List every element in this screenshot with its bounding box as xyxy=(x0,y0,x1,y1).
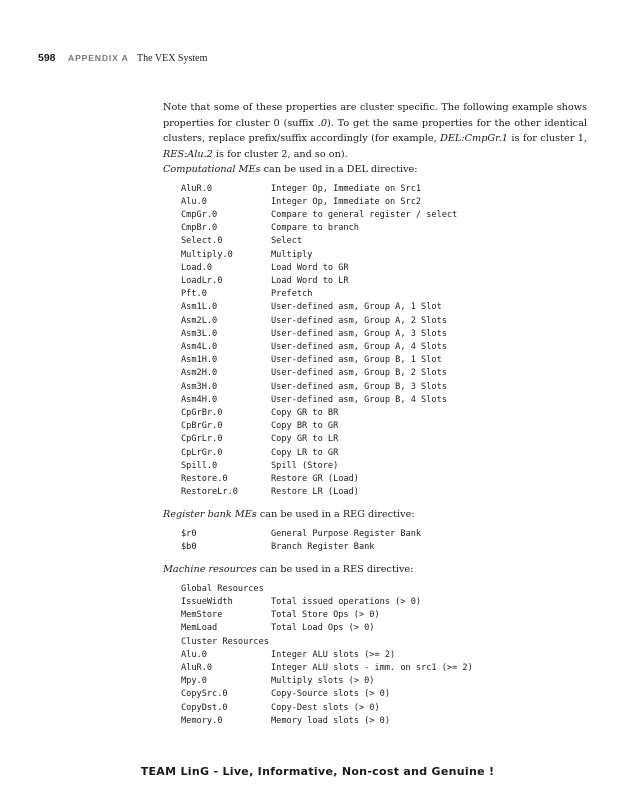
res-list xyxy=(181,583,587,728)
intro-example-2: RES:Alu.2 xyxy=(163,148,213,160)
res-lead xyxy=(163,562,587,578)
table-row xyxy=(181,433,587,446)
entry-description: Total Load Ops (> 0) xyxy=(271,623,375,634)
table-row xyxy=(181,354,587,367)
table-row xyxy=(181,328,587,341)
entry-description: Copy LR to GR xyxy=(271,447,339,458)
entry-name: CmpBr.0 xyxy=(181,223,218,234)
del-lead-rest: can be used in a DEL directive: xyxy=(260,164,418,175)
table-row xyxy=(181,288,587,301)
table-row xyxy=(181,541,587,554)
table-row xyxy=(181,622,587,635)
entry-name: Restore.0 xyxy=(181,473,228,484)
entry-name: Alu.0 xyxy=(181,196,207,207)
entry-name: CpLrGr.0 xyxy=(181,447,223,458)
table-row xyxy=(181,715,587,728)
entry-description: Multiply slots (> 0) xyxy=(271,676,375,687)
entry-name: Asm2H.0 xyxy=(181,368,218,379)
table-row xyxy=(181,407,587,420)
table-row xyxy=(181,275,587,288)
table-row xyxy=(181,528,587,541)
intro-text-4: is for cluster 2, and so on). xyxy=(212,148,348,160)
entry-name: Mpy.0 xyxy=(181,676,207,687)
table-row xyxy=(181,367,587,380)
entry-name: RestoreLr.0 xyxy=(181,487,238,498)
table-row xyxy=(181,460,587,473)
entry-description: User-defined asm, Group A, 2 Slots xyxy=(271,315,447,326)
table-row xyxy=(181,183,587,196)
table-row xyxy=(181,394,587,407)
table-row xyxy=(181,222,587,235)
entry-name: CpGrBr.0 xyxy=(181,407,223,418)
table-row xyxy=(181,649,587,662)
reg-lead xyxy=(163,507,587,523)
entry-name: CpBrGr.0 xyxy=(181,421,223,432)
entry-name: CopyDst.0 xyxy=(181,702,228,713)
table-row xyxy=(181,609,587,622)
appendix-label: APPENDIX A xyxy=(68,53,129,63)
table-row xyxy=(181,235,587,248)
entry-description: Memory load slots (> 0) xyxy=(271,715,390,726)
entry-description: User-defined asm, Group B, 1 Slot xyxy=(271,355,442,366)
entry-description: Compare to general register / select xyxy=(271,209,458,220)
entry-name: Asm2L.0 xyxy=(181,315,218,326)
entry-name: Multiply.0 xyxy=(181,249,233,260)
entry-description: Restore GR (Load) xyxy=(271,473,359,484)
table-row xyxy=(181,420,587,433)
entry-name: Asm3H.0 xyxy=(181,381,218,392)
reg-me-list xyxy=(181,528,587,554)
entry-description: User-defined asm, Group B, 4 Slots xyxy=(271,394,447,405)
entry-description: Total Store Ops (> 0) xyxy=(271,610,380,621)
entry-name: CopySrc.0 xyxy=(181,689,228,700)
reg-lead-em: Register bank MEs xyxy=(163,509,257,521)
entry-description: Spill (Store) xyxy=(271,460,339,471)
entry-name: CpGrLr.0 xyxy=(181,434,223,445)
entry-name: AluR.0 xyxy=(181,663,213,673)
del-me-list xyxy=(181,183,587,500)
intro-text-1: Note that some of these properties are cluster specific. The following example shows properties for cluster 0 (suffix xyxy=(163,102,587,129)
entry-name: Asm1L.0 xyxy=(181,302,218,313)
intro-paragraph xyxy=(163,100,587,162)
page-body xyxy=(163,100,587,736)
entry-name: Pft.0 xyxy=(181,289,207,300)
entry-description: User-defined asm, Group A, 4 Slots xyxy=(271,341,447,352)
table-row xyxy=(181,473,587,486)
entry-description: Integer ALU slots - imm. on src1 (>= 2) xyxy=(271,663,473,673)
entry-name: Asm1H.0 xyxy=(181,355,218,366)
entry-name: Load.0 xyxy=(181,262,213,273)
entry-description: User-defined asm, Group B, 2 Slots xyxy=(271,368,447,379)
entry-description: General Purpose Register Bank xyxy=(271,528,422,539)
table-row xyxy=(181,688,587,701)
reg-lead-rest: can be used in a REG directive: xyxy=(256,509,415,521)
entry-name: LoadLr.0 xyxy=(181,275,223,286)
header-title: The VEX System xyxy=(137,53,208,64)
entry-description: Multiply xyxy=(271,249,313,260)
intro-text-3: is for cluster 1, xyxy=(507,133,588,144)
entry-name: IssueWidth xyxy=(181,596,233,607)
entry-name: Memory.0 xyxy=(181,715,223,726)
entry-name: MemLoad xyxy=(181,623,218,634)
entry-description: Load Word to LR xyxy=(271,275,349,286)
entry-description: Load Word to GR xyxy=(271,262,349,273)
entry-name: CmpGr.0 xyxy=(181,209,218,220)
entry-name: Asm3L.0 xyxy=(181,328,218,339)
entry-name: Alu.0 xyxy=(181,649,207,660)
table-row xyxy=(181,341,587,354)
entry-description: Integer Op, Immediate on Src2 xyxy=(271,196,422,207)
table-row xyxy=(181,447,587,460)
page-number: 598 xyxy=(38,52,56,64)
del-lead-em: Computational MEs xyxy=(163,164,261,175)
table-row xyxy=(181,301,587,314)
res-lead-rest: can be used in a RES directive: xyxy=(256,564,414,576)
entry-description: User-defined asm, Group A, 1 Slot xyxy=(271,302,442,313)
global-resources-heading: Global Resources xyxy=(181,583,264,594)
entry-description: Copy BR to GR xyxy=(271,421,339,432)
table-row xyxy=(181,675,587,688)
entry-description: Copy GR to LR xyxy=(271,434,339,445)
cluster-resources-heading: Cluster Resources xyxy=(181,636,269,647)
entry-description: Restore LR (Load) xyxy=(271,487,359,498)
global-resources-list xyxy=(181,596,587,636)
entry-description: Copy-Source slots (> 0) xyxy=(271,689,390,700)
res-lead-em: Machine resources xyxy=(163,564,257,576)
cluster-resources-list xyxy=(181,649,587,728)
intro-suffix: .0 xyxy=(317,117,327,129)
intro-text-2: ). To get the same properties for the other identical clusters, replace prefix/suffix accordingly (for example, xyxy=(163,117,587,144)
table-row xyxy=(181,702,587,715)
entry-name: $r0 xyxy=(181,528,197,539)
entry-description: Copy GR to BR xyxy=(271,407,339,418)
table-row xyxy=(181,662,587,675)
table-row xyxy=(181,486,587,499)
entry-description: Branch Register Bank xyxy=(271,542,375,553)
intro-example-1: DEL:CmpGr.1 xyxy=(440,133,508,144)
table-row xyxy=(181,381,587,394)
table-row xyxy=(181,249,587,262)
entry-name: MemStore xyxy=(181,610,223,621)
entry-description: User-defined asm, Group A, 3 Slots xyxy=(271,328,447,339)
entry-name: Asm4H.0 xyxy=(181,394,218,405)
table-row xyxy=(181,262,587,275)
entry-description: Integer ALU slots (>= 2) xyxy=(271,649,396,660)
entry-name: Asm4L.0 xyxy=(181,341,218,352)
entry-description: Compare to branch xyxy=(271,223,359,234)
table-row xyxy=(181,209,587,222)
entry-description: Copy-Dest slots (> 0) xyxy=(271,702,380,713)
entry-name: Spill.0 xyxy=(181,460,218,471)
entry-name: Select.0 xyxy=(181,236,223,247)
entry-name: $b0 xyxy=(181,542,197,553)
footer-banner: TEAM LinG - Live, Informative, Non-cost and Genuine ! xyxy=(140,765,495,778)
table-row xyxy=(181,196,587,209)
table-row xyxy=(181,596,587,609)
running-header xyxy=(38,52,207,64)
entry-name: AluR.0 xyxy=(181,183,213,194)
entry-description: User-defined asm, Group B, 3 Slots xyxy=(271,381,447,392)
del-lead xyxy=(163,162,587,178)
table-row xyxy=(181,315,587,328)
entry-description: Integer Op, Immediate on Src1 xyxy=(271,183,422,194)
entry-description: Prefetch xyxy=(271,289,313,300)
entry-description: Select xyxy=(271,236,303,247)
entry-description: Total issued operations (> 0) xyxy=(271,596,422,607)
